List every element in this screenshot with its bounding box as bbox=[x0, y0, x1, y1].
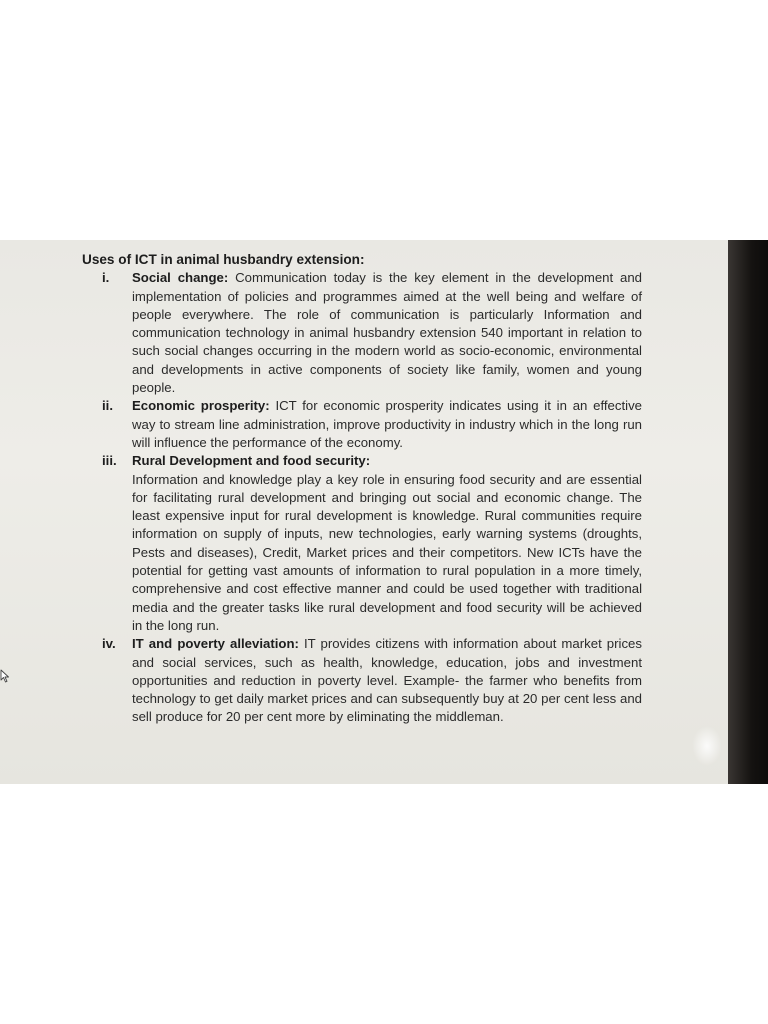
item-numeral: iv. bbox=[102, 636, 116, 652]
dark-background-edge bbox=[728, 240, 768, 784]
item-numeral: i. bbox=[102, 270, 110, 286]
document-body bbox=[82, 251, 642, 727]
list-item-social-change bbox=[82, 269, 642, 397]
item-text: ICT for economic prosperity indicates using it in an effective way to stream line administration, improve productivity in industry which in the long run will influence the performance of the economy. bbox=[132, 398, 642, 450]
light-glare bbox=[692, 726, 722, 766]
item-numeral: iii. bbox=[102, 453, 117, 469]
item-paragraph bbox=[132, 635, 642, 726]
item-paragraph bbox=[132, 269, 642, 397]
item-title: Rural Development and food security: bbox=[132, 453, 371, 469]
list-item-economic-prosperity bbox=[82, 397, 642, 452]
item-text: IT provides citizens with information about market prices and social services, such as health, knowledge, education, jobs and investment opportunities and reduction in poverty level. Example- the farmer who benefits from technology to get daily market prices and can subsequently buy at 20 per cent less and sell produce for 20 per cent more by eliminating the middleman. bbox=[132, 636, 642, 725]
item-text: Information and knowledge play a key role in ensuring food security and are essential for facilitating rural development and bringing out social and economic change. The least expensive input for rural development is knowledge. Rural communities require information on supply of inputs, new technologies, early warning systems (droughts, Pests and diseases), Credit, Market prices and their competitors. New ICTs have the potential for getting vast amounts of information to rural population in a more timely, comprehensive and cost effective manner and could be used together with traditional media and the greater tasks like rural development and food security will be achieved in the long run. bbox=[132, 471, 642, 633]
item-numeral: ii. bbox=[102, 398, 113, 414]
section-heading: Uses of ICT in animal husbandry extension: bbox=[82, 252, 365, 267]
item-paragraph bbox=[132, 397, 642, 452]
item-title: IT and poverty alleviation: bbox=[132, 636, 299, 652]
mouse-pointer-icon bbox=[0, 669, 10, 683]
item-title: Social change: bbox=[132, 270, 229, 286]
item-paragraph bbox=[132, 452, 642, 635]
item-text: Communication today is the key element in the development and implementation of policies and programmes aimed at the well being and welfare of people everywhere. The role of communication is particularly Information and communication technology in animal husbandry extension 540 important in relation to such social changes occurring in the modern world as socio-economic, environmental and developments in active components of society like family, women and young people. bbox=[132, 270, 643, 396]
list-item-rural-development bbox=[82, 452, 642, 635]
list-item-poverty-alleviation bbox=[82, 635, 642, 726]
item-title: Economic prosperity: bbox=[132, 398, 270, 414]
